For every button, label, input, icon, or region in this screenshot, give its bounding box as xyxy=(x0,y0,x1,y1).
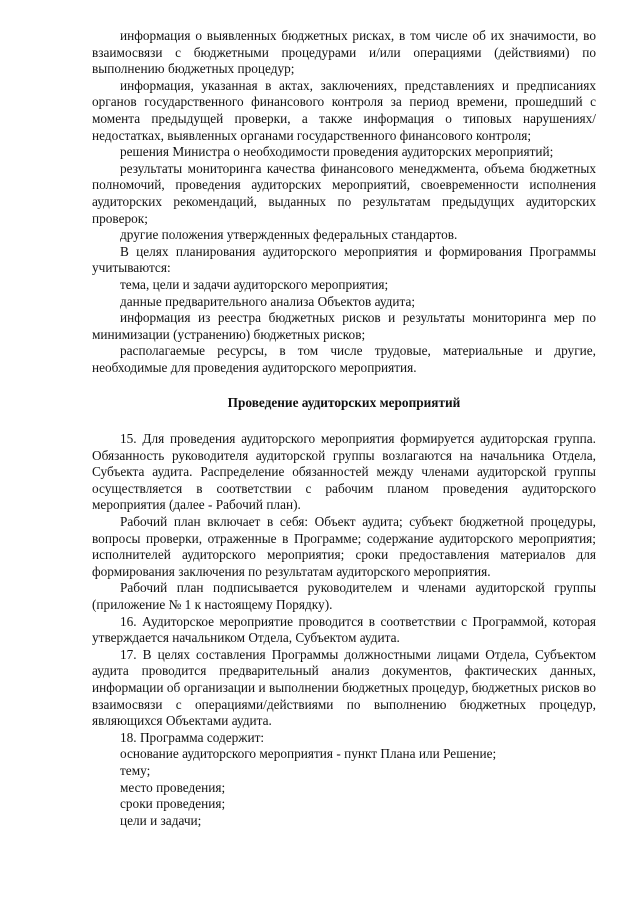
paragraph: 16. Аудиторское мероприятие проводится в соответствии с Программой, которая утверждается начальником Отдела, Субъектом аудита. xyxy=(92,613,596,646)
paragraph: основание аудиторского мероприятия - пункт Плана или Решение; xyxy=(120,746,497,762)
paragraph: 17. В целях составления Программы должностными лицами Отдела, Субъектом аудита проводится предварительный анализ документов, фактических данных, информации об организации и выполнении бюджетных процедур, бюджетных рисков во взаимосвязи с операциями/действиями по выполнению бюджетных процедур, являющихся Объектами аудита. xyxy=(92,646,596,729)
paragraph: располагаемые ресурсы, в том числе трудовые, материальные и другие, необходимые для проведения аудиторского мероприятия. xyxy=(92,343,596,375)
spacer xyxy=(92,412,596,431)
paragraph: Рабочий план подписывается руководителем и членами аудиторской группы (приложение № 1 к настоящему Порядку). xyxy=(92,580,596,612)
paragraph: результаты мониторинга качества финансового менеджмента, объема бюджетных полномочий, проведения аудиторских мероприятий, своевременности исполнения аудиторских рекомендаций, выданных по результатам предыдущих аудиторских проверок; xyxy=(92,160,596,226)
paragraph: другие положения утвержденных федеральных стандартов. xyxy=(120,227,458,243)
paragraph: Рабочий план включает в себя: Объект аудита; субъект бюджетной процедуры, вопросы проверки, отраженные в Программе; содержание аудиторского мероприятия; исполнителей аудиторского мероприятия; сроки предоставления материалов для формирования заключения по результатам аудиторского мероприятия. xyxy=(92,514,596,579)
paragraph: информация, указанная в актах, заключениях, представлениях и предписаниях органов государственного финансового контроля за период времени, прошедший с момента предыдущей проверки, а также информация о типовых нарушениях/недостатках, выявленных органами государственного финансового контроля; xyxy=(92,77,596,143)
paragraph: тему; xyxy=(120,762,151,778)
paragraph: данные предварительного анализа Объектов аудита; xyxy=(120,293,416,309)
paragraph: тема, цели и задачи аудиторского мероприятия; xyxy=(120,276,389,292)
paragraph: решения Министра о необходимости проведения аудиторских мероприятий; xyxy=(120,144,554,160)
section-title: Проведение аудиторских мероприятий xyxy=(227,395,461,411)
paragraph: информация из реестра бюджетных рисков и результаты мониторинга мер по минимизации (устранению) бюджетных рисков; xyxy=(92,310,596,342)
paragraph: 15. Для проведения аудиторского мероприятия формируется аудиторская группа. Обязанность руководителя аудиторской группы возлагаются на начальника Отдела, Субъекта аудита. Распределение обязанностей между членами аудиторской группы осуществляется в соответствии с рабочим планом проведения аудиторского мероприятия (далее - Рабочий план). xyxy=(92,431,596,513)
paragraph: 18. Программа содержит: xyxy=(120,729,265,745)
paragraph: информация о выявленных бюджетных рисках, в том числе об их значимости, во взаимосвязи с бюджетными процедурами и/или операциями (действиями) по выполнению бюджетных процедур; xyxy=(92,28,596,77)
paragraph: место проведения; xyxy=(120,779,226,795)
spacer xyxy=(92,376,596,395)
paragraph: сроки проведения; xyxy=(120,796,226,812)
paragraph: В целях планирования аудиторского мероприятия и формирования Программы учитываются: xyxy=(92,243,596,276)
paragraph: цели и задачи; xyxy=(120,812,202,828)
document-page xyxy=(92,28,596,829)
